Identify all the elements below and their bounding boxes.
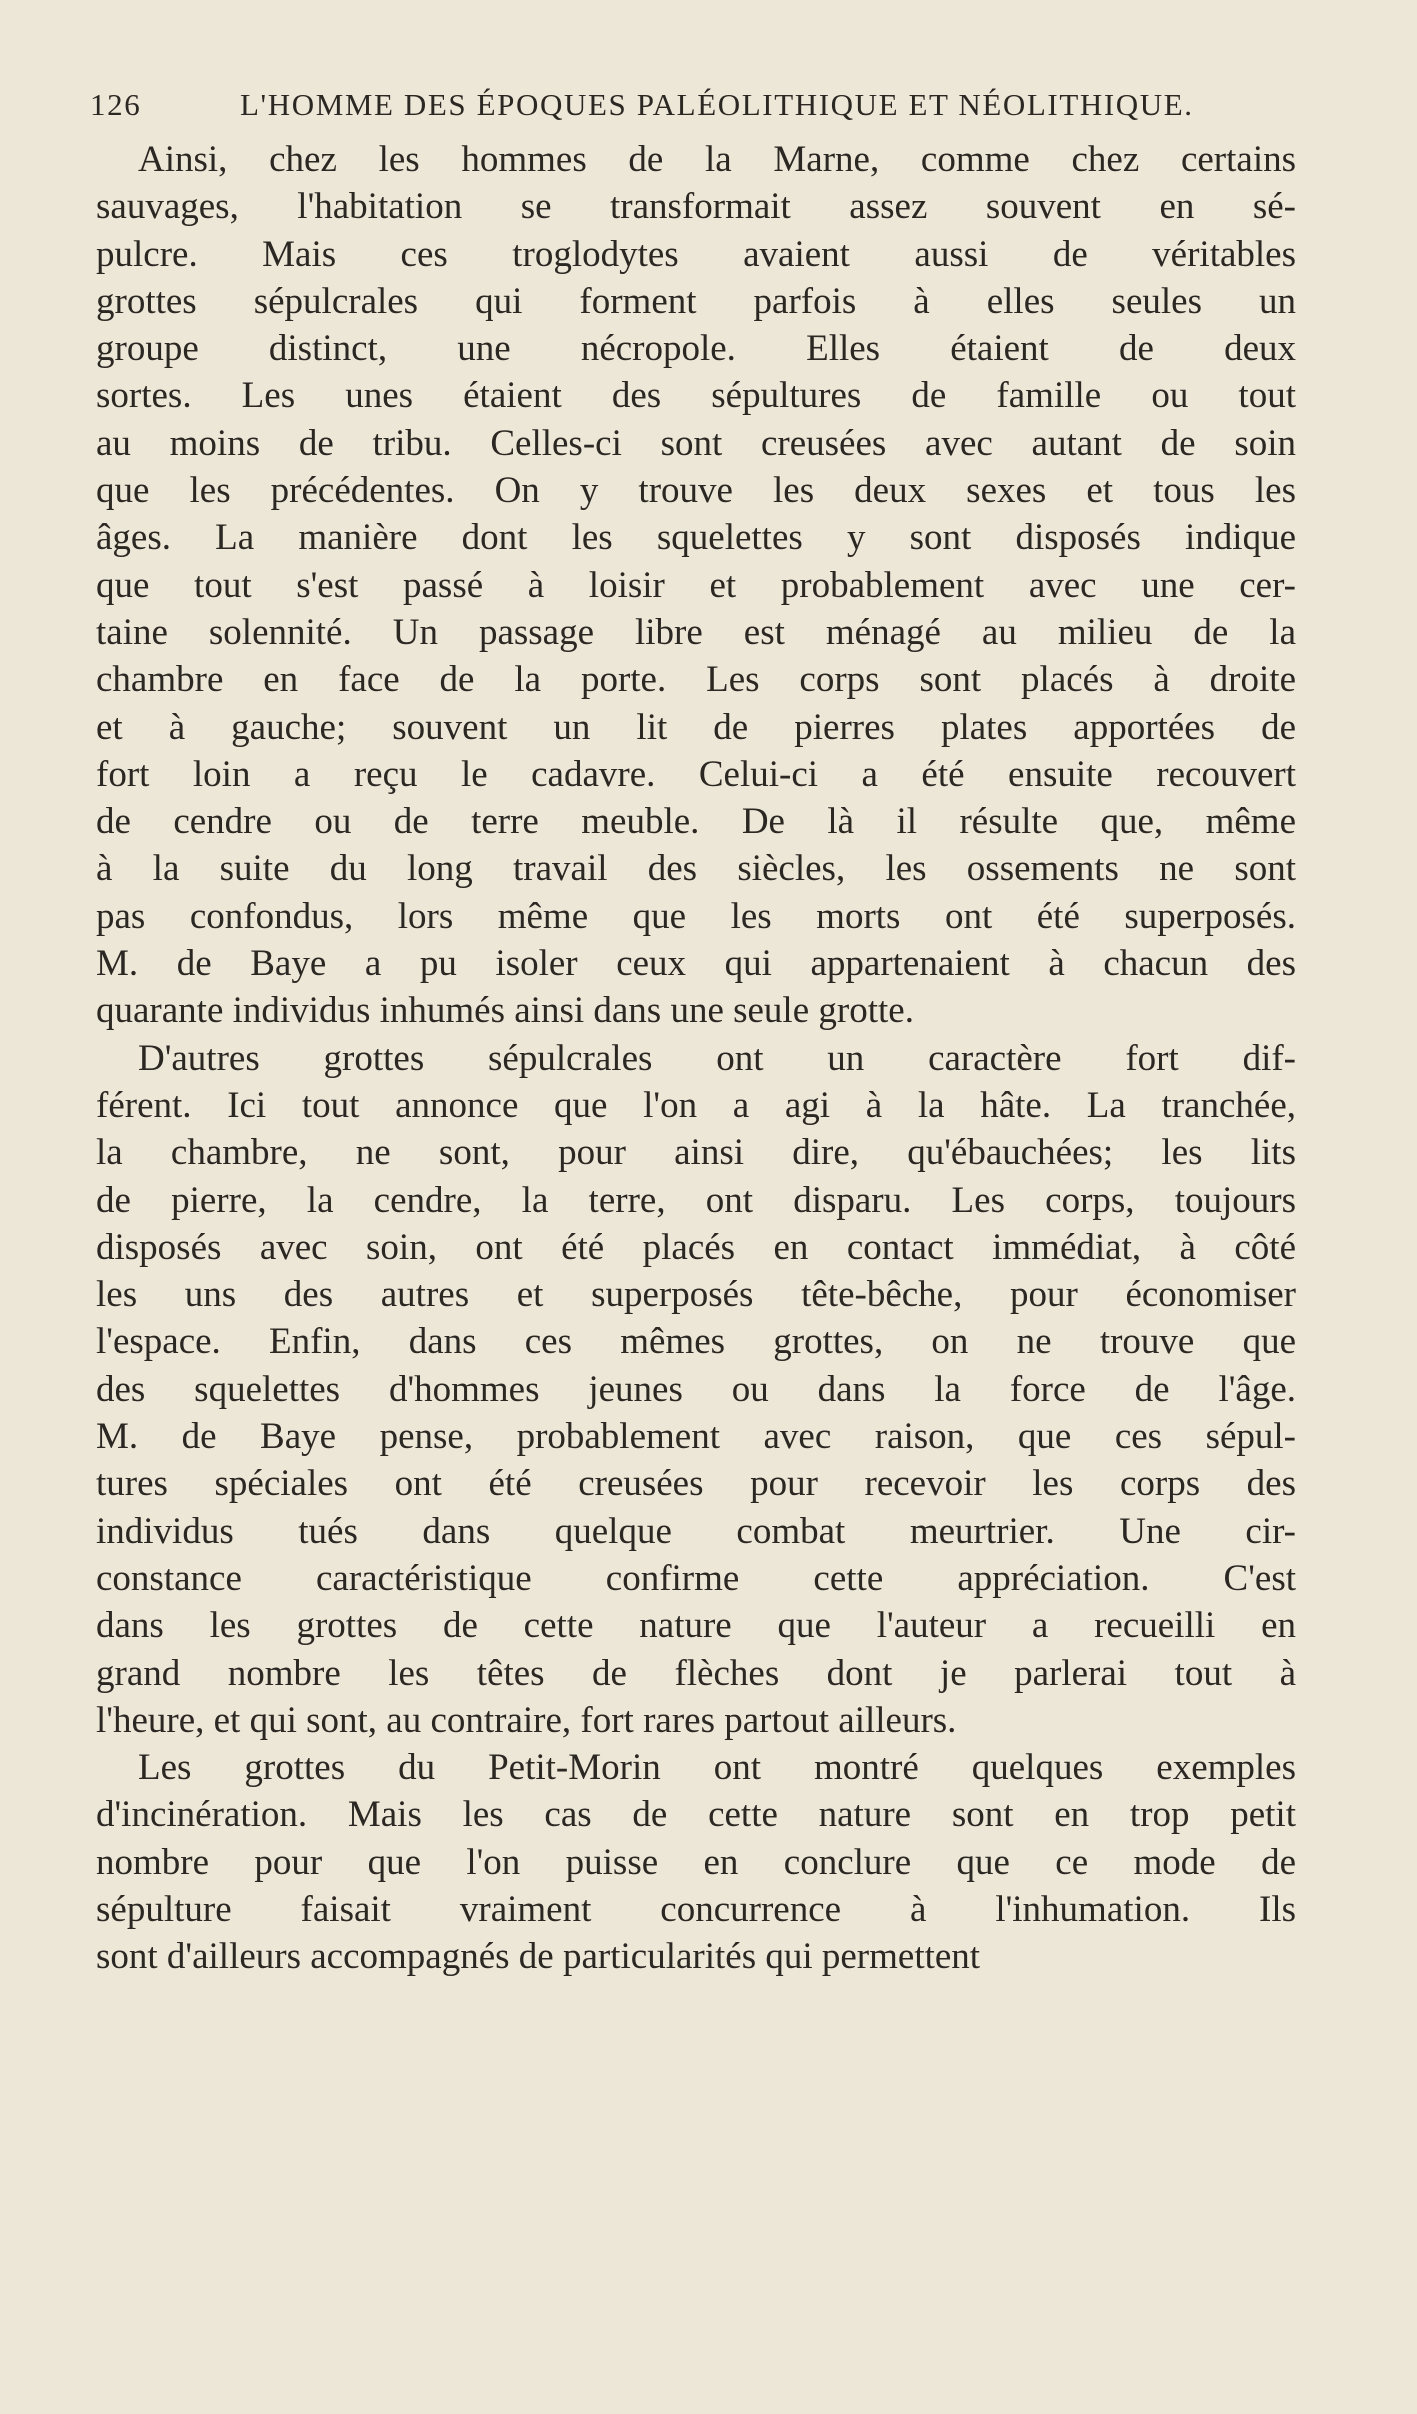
- text-line: des squelettes d'hommes jeunes ou dans la force de l'âge.: [96, 1368, 1296, 1410]
- paragraph: [96, 1035, 1296, 1744]
- text-line: sortes. Les unes étaient des sépultures de famille ou tout: [96, 375, 1296, 417]
- text-line: dans les grottes de cette nature que l'auteur a recueilli en: [96, 1605, 1296, 1647]
- text-line: au moins de tribu. Celles-ci sont creusées avec autant de soin: [96, 422, 1296, 464]
- text-line: que les précédentes. On y trouve les deux sexes et tous les: [96, 470, 1296, 512]
- text-line: chambre en face de la porte. Les corps sont placés à droite: [96, 659, 1296, 701]
- text-line: sauvages, l'habitation se transformait assez souvent en sé-: [96, 186, 1296, 228]
- text-line: fort loin a reçu le cadavre. Celui-ci a été ensuite recouvert: [96, 753, 1296, 795]
- text-line: grand nombre les têtes de flèches dont je parlerai tout à: [96, 1652, 1296, 1694]
- text-line: Ainsi, chez les hommes de la Marne, comme chez certains: [138, 139, 1296, 180]
- paragraph: [96, 1744, 1296, 1980]
- text-line: que tout s'est passé à loisir et probablement avec une cer-: [96, 564, 1296, 606]
- text-line: M. de Baye pense, probablement avec raison, que ces sépul-: [96, 1416, 1296, 1458]
- text-line: quarante individus inhumés ainsi dans une seule grotte.: [96, 990, 914, 1032]
- text-line: férent. Ici tout annonce que l'on a agi à la hâte. La tranchée,: [96, 1084, 1296, 1126]
- text-line: constance caractéristique confirme cette appréciation. C'est: [96, 1557, 1296, 1599]
- running-title: L'HOMME DES ÉPOQUES PALÉOLITHIQUE ET NÉOLITHIQUE.: [240, 87, 1194, 122]
- text-line: d'incinération. Mais les cas de cette nature sont en trop petit: [96, 1794, 1296, 1836]
- text-line: la chambre, ne sont, pour ainsi dire, qu'ébauchées; les lits: [96, 1132, 1296, 1174]
- text-line: l'espace. Enfin, dans ces mêmes grottes, on ne trouve que: [96, 1321, 1296, 1363]
- text-line: les uns des autres et superposés tête-bêche, pour économiser: [96, 1274, 1296, 1316]
- text-line: de cendre ou de terre meuble. De là il résulte que, même: [96, 801, 1296, 843]
- text-line: tures spéciales ont été creusées pour recevoir les corps des: [96, 1463, 1296, 1505]
- text-line: sépulture faisait vraiment concurrence à l'inhumation. Ils: [96, 1888, 1296, 1930]
- text-line: D'autres grottes sépulcrales ont un caractère fort dif-: [138, 1037, 1296, 1079]
- text-line: pulcre. Mais ces troglodytes avaient aussi de véritables: [96, 233, 1296, 275]
- text-line: grottes sépulcrales qui forment parfois à elles seules un: [96, 280, 1296, 322]
- text-line: à la suite du long travail des siècles, les ossements ne sont: [96, 848, 1296, 890]
- text-line: l'heure, et qui sont, au contraire, fort rares partout ailleurs.: [96, 1699, 957, 1741]
- text-line: groupe distinct, une nécropole. Elles étaient de deux: [96, 328, 1296, 370]
- text-line: âges. La manière dont les squelettes y sont disposés indique: [96, 517, 1296, 559]
- page-number: 126: [90, 87, 142, 122]
- paragraph: [96, 136, 1296, 1035]
- text-line: Les grottes du Petit-Morin ont montré quelques exemples: [138, 1747, 1296, 1789]
- text-line: taine solennité. Un passage libre est ménagé au milieu de la: [96, 611, 1296, 653]
- text-line: de pierre, la cendre, la terre, ont disparu. Les corps, toujours: [96, 1179, 1296, 1221]
- page-header: [90, 87, 1310, 127]
- text-line: et à gauche; souvent un lit de pierres plates apportées de: [96, 706, 1296, 748]
- text-line: pas confondus, lors même que les morts ont été superposés.: [96, 895, 1296, 937]
- text-line: nombre pour que l'on puisse en conclure que ce mode de: [96, 1841, 1296, 1883]
- text-line: disposés avec soin, ont été placés en contact immédiat, à côté: [96, 1226, 1296, 1268]
- body-text: [96, 136, 1296, 1981]
- text-line: sont d'ailleurs accompagnés de particularités qui permettent: [96, 1936, 981, 1978]
- text-line: M. de Baye a pu isoler ceux qui appartenaient à chacun des: [96, 943, 1296, 985]
- text-line: individus tués dans quelque combat meurtrier. Une cir-: [96, 1510, 1296, 1552]
